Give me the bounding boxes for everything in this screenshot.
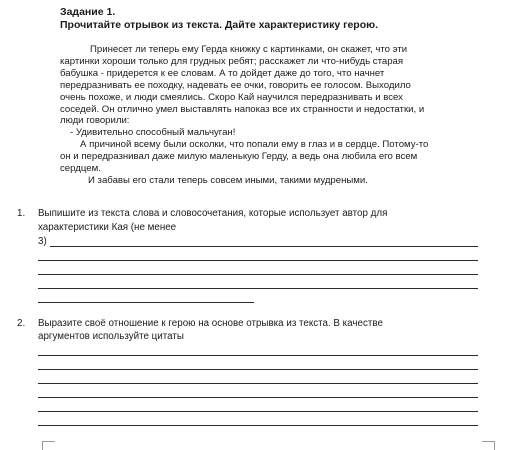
answer-line[interactable] [38, 288, 478, 289]
answer-line[interactable] [50, 246, 478, 247]
task-instruction: Прочитайте отрывок из текста. Дайте характеристику герою. [60, 19, 379, 31]
question-text: характеристики Кая (не менее [38, 222, 177, 233]
passage-line: соседей. Он отлично умел выставлять напоказ все их странности и недостатки, и [60, 103, 425, 115]
passage-line: бабушка - придерется к ее словам. А то дойдет даже до того, что начнет [60, 67, 385, 79]
question-text: Выпишите из текста слова и словосочетания, которые использует автор для [38, 208, 388, 219]
answer-line[interactable] [38, 397, 478, 398]
answer-line[interactable] [38, 274, 478, 275]
passage-line: очень похоже, и люди смеялись. Скоро Кай научился передразнивать и всех [60, 91, 403, 103]
answer-line[interactable] [38, 369, 478, 370]
task-heading: Задание 1. [60, 6, 116, 18]
question-number: 2. [17, 318, 26, 329]
passage-line: он и передразнивал даже милую маленькую Герду, а ведь она любила его всем [60, 151, 418, 163]
passage-line: Принесет ли теперь ему Герда книжку с картинками, он скажет, что эти [90, 44, 408, 55]
passage-line: люди говорили: [60, 115, 130, 127]
answer-line[interactable] [38, 411, 478, 412]
question-number: 1. [17, 208, 26, 219]
passage-line: И забавы его стали теперь совсем иными, такими мудреными. [88, 174, 368, 186]
answer-line[interactable] [38, 260, 478, 261]
answer-line[interactable] [38, 302, 254, 303]
passage-line: передразнивать ее походку, надевать ее очки, говорить ее голосом. Выходило [60, 79, 411, 91]
answer-line[interactable] [38, 355, 478, 356]
answer-line[interactable] [38, 425, 478, 426]
text-excerpt [60, 44, 478, 187]
question-text: Выразите своё отношение к герою на основе отрывка из текста. В качестве [38, 318, 383, 329]
passage-line: А причиной всему были осколки, что попали ему в глаз и в сердце. Потому-то [80, 139, 429, 151]
answer-line[interactable] [38, 383, 478, 384]
passage-line: - Удивительно способный мальчуган! [70, 127, 236, 139]
question-text: 3) [38, 236, 47, 247]
question-text: аргументов используйте цитаты [38, 331, 184, 342]
passage-line: картинки хороши только для грудных ребят; расскажет ли что-нибудь старая [60, 55, 404, 67]
passage-line: сердцем. [60, 163, 101, 175]
